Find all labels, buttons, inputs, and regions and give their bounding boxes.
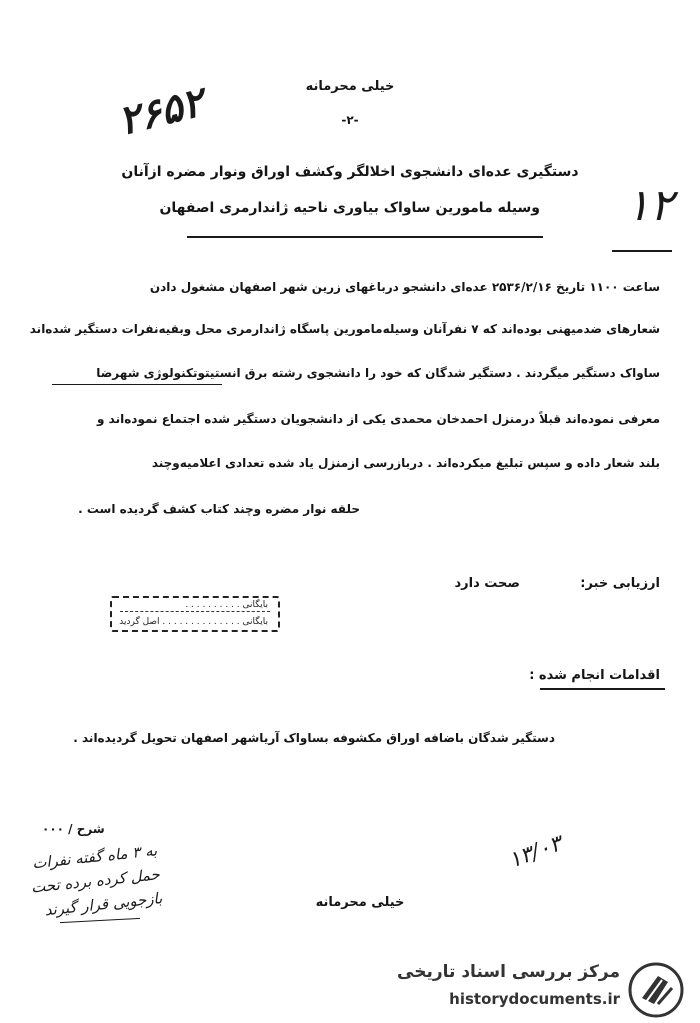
body-underline <box>52 384 222 385</box>
archive-stamp <box>110 596 280 632</box>
stamp-line3: بایگانی . . . . . . . . . . . . . . اصل گردید <box>119 617 268 627</box>
actions-text: دستگیر شدگان باضافه اوراق مکشوفه بساواک آریاشهر اصفهان تحویل گردیده‌اند . <box>73 731 555 745</box>
stamp-divider <box>120 611 270 613</box>
distribution-note: شرح / ۰۰۰ <box>42 822 105 836</box>
archive-name: مرکز بررسی اسناد تاریخی <box>397 962 620 982</box>
classification-bottom: خیلی محرمانه <box>315 895 405 910</box>
handwritten-mark: ۱۳/۰۳ <box>505 831 566 874</box>
handwritten-note: به ۳ ماه گفته نفرات حمل کرده برده تحت بازجویی قرار گیرند <box>30 841 164 920</box>
body-line: ساعت ۱۱۰۰ تاریخ ۲۵۳۶/۲/۱۶ عده‌ای دانشجو درباغهای زرین شهر اصفهان مشغول دادن <box>149 280 660 294</box>
document-title-line1: دستگیری عده‌ای دانشجوی اخلالگر وکشف اوراق ونوار مضره ازآنان <box>121 164 579 180</box>
classification-top: خیلی محرمانه <box>305 79 395 94</box>
body-line: ساواک دستگیر میگردند . دستگیر شدگان که خود را دانشجوی رشته برق انستیتوتکنولوژی شهرضا <box>96 366 660 380</box>
handwritten-number: ۲۶۵۲ <box>113 78 209 145</box>
archive-logo-icon <box>628 962 684 1018</box>
title-underline <box>187 236 543 238</box>
assessment-label: ارزیابی خبر: <box>580 576 660 591</box>
side-rule <box>612 250 672 252</box>
document-title-line2: وسیله مامورین ساواک بیاوری ناحیه ژاندارمری اصفهان <box>159 200 540 216</box>
page-marker: -۲- <box>341 113 359 127</box>
assessment-value: صحت دارد <box>454 576 520 591</box>
body-line: شعارهای ضدمیهنی بوده‌اند که ۷ نفرآنان وسیله‌مامورین پاسگاه ژاندارمری محل وبقیه‌نفرات دستگیر شده‌اند <box>29 322 660 336</box>
body-line: بلند شعار داده و سپس تبلیغ میکرده‌اند . دربازرسی ازمنزل یاد شده تعدادی اعلامیه‌وچند <box>151 456 660 470</box>
archive-url: historydocuments.ir <box>449 990 620 1008</box>
stamp-line1: بایگانی . . . . . . . . . . <box>185 600 268 610</box>
body-line: معرفی نموده‌اند قبلاً درمنزل احمدخان محمدی یکی از دانشجویان دستگیر شده اجتماع نموده‌اند و <box>97 412 660 426</box>
actions-heading-underline <box>540 688 665 690</box>
side-handwritten-number: ۱۲ <box>626 180 674 231</box>
body-line: حلقه نوار مضره وچند کتاب کشف گردیده است . <box>78 502 360 516</box>
actions-heading: اقدامات انجام شده : <box>529 668 660 683</box>
